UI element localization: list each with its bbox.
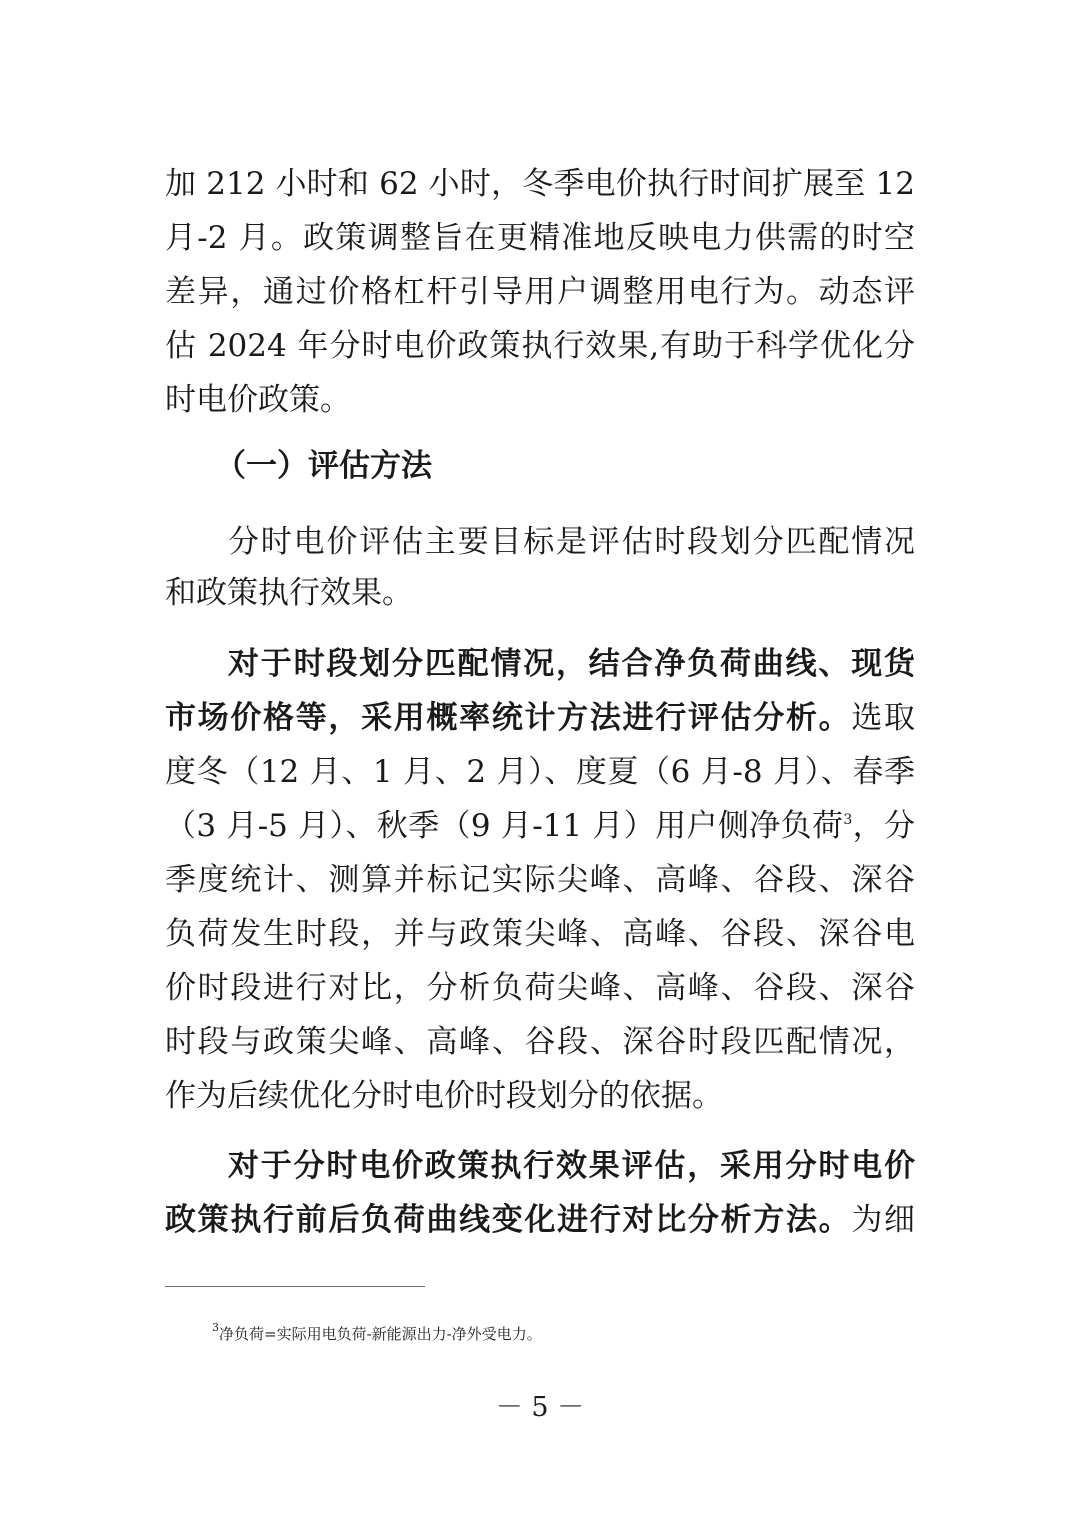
paragraph-2-line-1: 分时电价评估主要目标是评估时段划分匹配情况 (228, 524, 915, 560)
footnote-text: 净负荷=实际用电负荷-新能源出力-净外受电力。 (219, 1325, 542, 1343)
paragraph-3-line-6: 负荷发生时段，并与政策尖峰、高峰、谷段、深谷电 (165, 916, 915, 952)
section-heading: （一）评估方法 (215, 448, 432, 484)
paragraph-1-line-1: 加 212 小时和 62 小时，冬季电价执行时间扩展至 12 (165, 166, 915, 202)
paragraph-1-line-4: 估 2024 年分时电价政策执行效果,有助于科学优化分 (165, 328, 915, 364)
page-number: － 5 － (495, 1392, 585, 1423)
footnote-reference[interactable]: 3 (843, 812, 853, 828)
paragraph-3-line-4-tail: ，分 (852, 808, 915, 844)
paragraph-4-line-2-rest: 为细 (851, 1202, 916, 1238)
paragraph-4-bold-line-2: 政策执行前后负荷曲线变化进行对比分析方法。 (165, 1202, 852, 1238)
paragraph-3-bold-line-1: 对于时段划分匹配情况，结合净负荷曲线、现货 (228, 646, 915, 682)
paragraph-3-line-2-rest: 选取 (851, 700, 916, 736)
paragraph-1-line-3: 差异，通过价格杠杆引导用户调整用电行为。动态评 (165, 274, 915, 310)
paragraph-3-line-5: 季度统计、测算并标记实际尖峰、高峰、谷段、深谷 (165, 862, 915, 898)
paragraph-3-bold-line-2: 市场价格等，采用概率统计方法进行评估分析。 (165, 700, 852, 736)
paragraph-3-line-3: 度冬（12 月、1 月、2 月）、度夏（6 月-8 月）、春季 (165, 754, 915, 790)
paragraph-3-line-8: 时段与政策尖峰、高峰、谷段、深谷时段匹配情况， (165, 1024, 915, 1060)
paragraph-1-line-2: 月-2 月。政策调整旨在更精准地反映电力供需的时空 (165, 220, 915, 256)
paragraph-2-line-2: 和政策执行效果。 (165, 575, 413, 611)
paragraph-3-line-7: 价时段进行对比，分析负荷尖峰、高峰、谷段、深谷 (165, 970, 915, 1006)
footnote (212, 1322, 542, 1346)
paragraph-3-line-9: 作为后续优化分时电价时段划分的依据。 (165, 1078, 723, 1114)
paragraph-3-line-2 (165, 690, 915, 746)
footnote-marker: 3 (212, 1321, 219, 1334)
paragraph-3-line-4 (165, 798, 915, 854)
paragraph-1-line-5: 时电价政策。 (165, 382, 351, 418)
paragraph-3-line-4-text: （3 月-5 月）、秋季（9 月-11 月）用户侧净负荷 (165, 808, 844, 844)
paragraph-4-bold-line-1: 对于分时电价政策执行效果评估，采用分时电价 (228, 1148, 915, 1184)
footnote-divider (165, 1286, 425, 1287)
paragraph-4-line-2 (165, 1192, 915, 1248)
